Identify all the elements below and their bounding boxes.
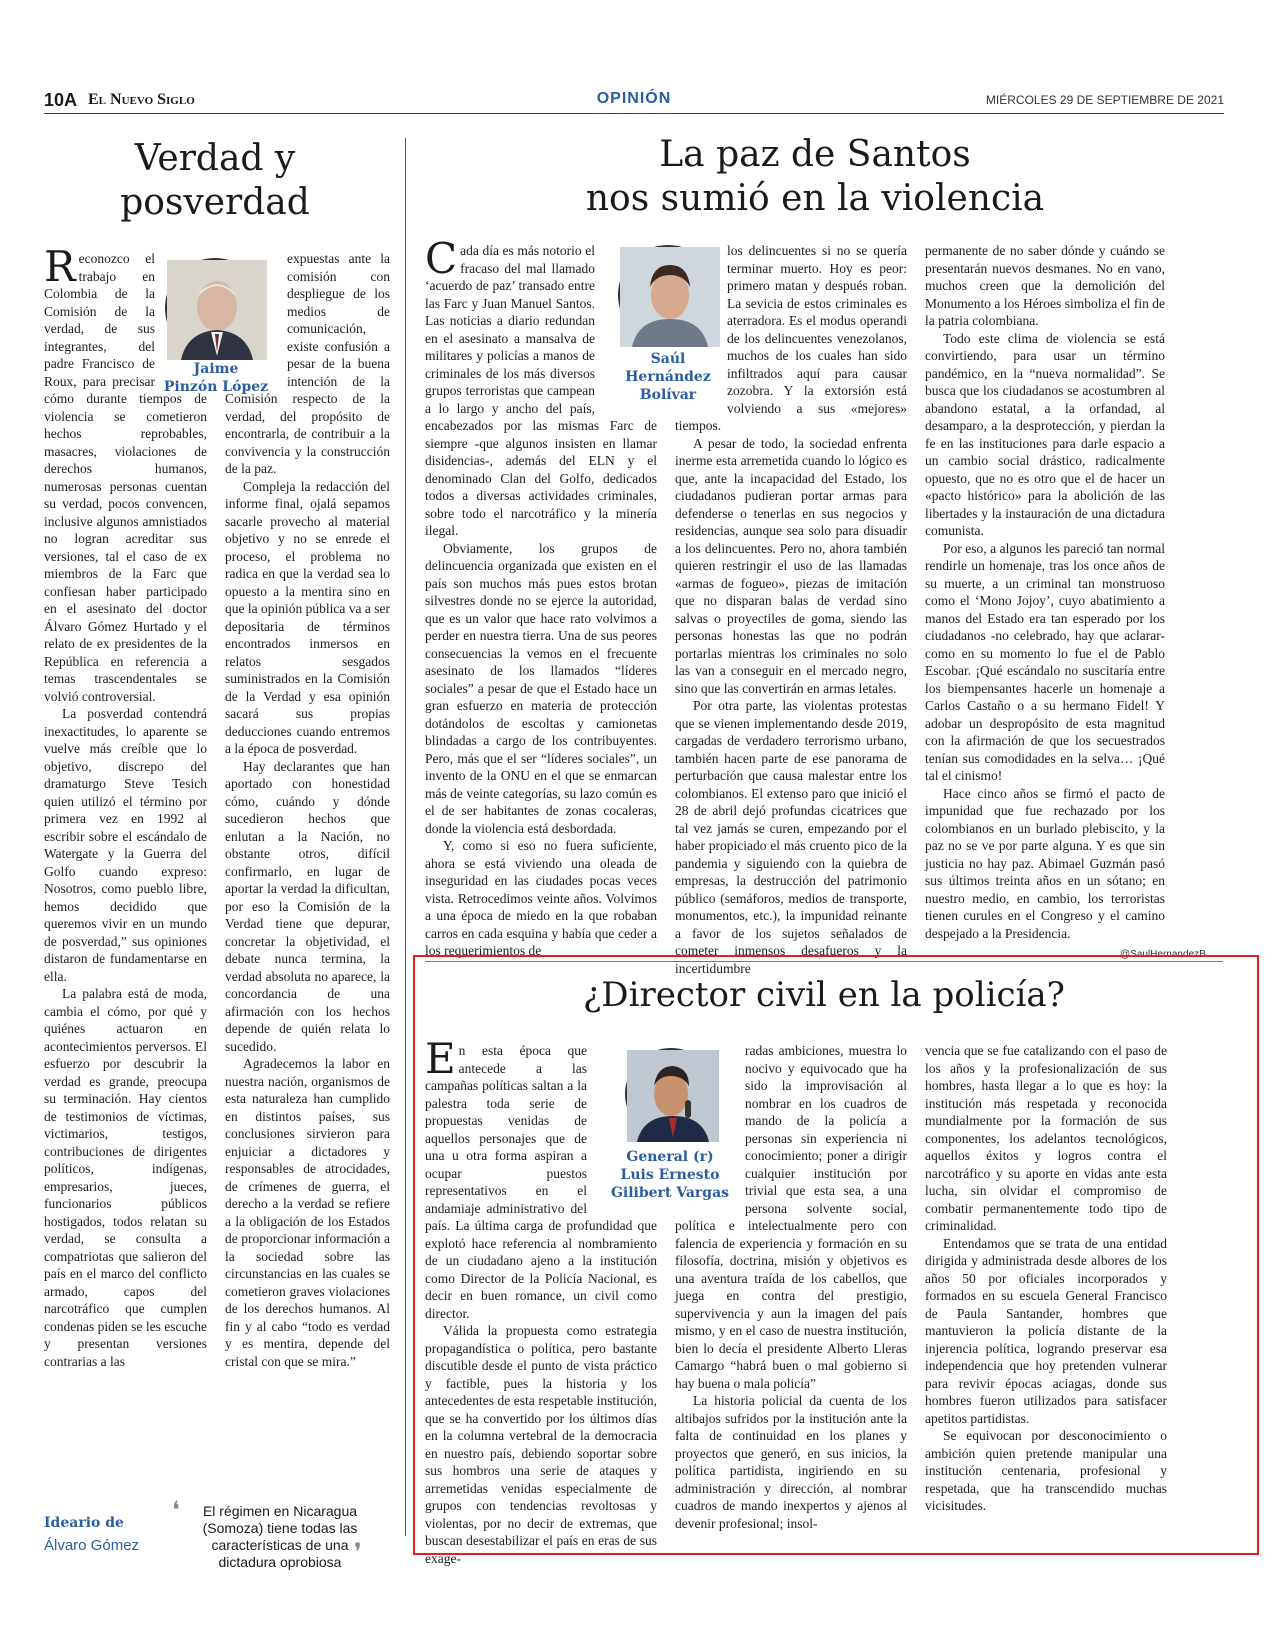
author-name-line: Gilibert Vargas: [610, 1185, 730, 1201]
article2-column-1: [425, 234, 657, 958]
article1-paragraph: La palabra está de moda, cambia el cómo, por qué y quiénes actuaron en acontecimientos perversos. El esfuerzo por descubrir la verdad es grande, preocupa su terminación. Hay cientos de testimonios de víctimas, victimarios, testigos, contribuciones de dirigentes políticos, indígenas, empresarios, jueces, funcionarios públicos hostigados, todos relatan su verdad, se consulta a compatriotas que salieron del país en el marco del conflicto armado, capos del narcotráfico que cumplen condenas piden se les escuche y presentan versiones contrarias a las: [44, 986, 207, 1369]
author-name-line: Hernández: [625, 369, 711, 385]
article1-paragraph: Hay declarantes que han aportado con honestidad cómo, cuándo y dónde sucedieron hechos que enlutan a la Nación, no obstante otros, difícil confirmarlo, en lugar de aportar la verdad la dificultan, por eso la Comisión de la Verdad tiene que depurar, concretar la objetividad, el debate nunca termina, la verdad absoluta no aparece, la concordancia de una afirmación con los hechos depende de quién relata lo sucedido.: [225, 758, 390, 1054]
article2-paragraph: Por otra parte, las violentas protestas que se vienen implementando desde 2019, cargadas de verdadero terrorismo urbano, también hacen parte de ese panorama de perturbación que causa malestar entre los colombianos. El extenso paro que inició el 28 de abril dejó profundas cicatrices que tal vez jamás se curen, empezando por el haber propiciado el más cruento pico de la pandemia y siguiendo con la quiebra de empresas, la destrucción del patrimonio público (semáforos, medios de transporte, monumentos, etc.), la impunidad reinante a favor de los sujetos señalados de cometer inmensos desafueros y la incertidumbre: [675, 698, 907, 976]
article3-paragraph: En esta época que antecede a las campañas políticas saltan a la palestra toda serie de propuestas venidas de aquellos personajes que de una u otra forma aspiran a ocupar puestos representativos en el andamiaje administrativo del país. La última carga de profundidad que explotó hace referencia al nombramiento de un ciudadano ajeno a la institución como Director de la Policía Nacional, es decir en buen romance, un civil como director.: [425, 1034, 657, 1321]
author-name-line: Pinzón López: [163, 379, 269, 395]
issue-date: MIÉRCOLES 29 DE SEPTIEMBRE DE 2021: [985, 93, 1224, 107]
author-name-line: Luis Ernesto: [620, 1167, 720, 1183]
article3-paragraph: La historia policial da cuenta de los altibajos sufridos por la institución ante la falta de continuidad en los planes y proyectos que generó, en sus inicios, la política partidista, ingiriendo en su administración y dirección, al nombrar cuadros de mando inexpertos y ajenos al devenir profesional; insol-: [675, 1393, 907, 1531]
article2-paragraph: Por eso, a algunos les pareció tan normal rendirle un homenaje, tras los once años de su muerte, a un criminal tan monstruoso como el ‘Mono Jojoy’, cuyo abatimiento a manos del Estado era tan esperado por los ciudadanos -no celebrado, hay que aclarar- como en su momento lo fue el de Pablo Escobar. ¡Qué escándalo no suscitaría entre los biempensantes hacerle un homenaje a Carlos Castaño o a su hermano Fidel! Y adobar un despropósito de esta magnitud con la afirmación de que los secuestrados tenían sus comodidades en la selva… ¡Qué tal el cinismo!: [925, 540, 1165, 783]
ideario-label: Ideario de: [44, 1515, 124, 1531]
article1-paragraph: Compleja la redacción del informe final, ojalá sepamos sacarle provecho al material objetivo y no se enrede el proceso, el problema no radica en que la verdad sea lo opuesto a la mentira sino en que la opinión pública va a ser depositaria de términos encontrados inmersos en relatos sesgados suministrados en la Comisión de la Verdad y esa opinión sacará sus propias deducciones cuando entremos a la época de posverdad.: [225, 478, 390, 756]
article3-paragraph: Válida la propuesta como estrategia propagandística o política, pero bastante discutible desde el punto de vista práctico y factible, pues la historia y los antecedentes de esta respetable institución, que se ha convertido por los últimos días en la columna vertebral de la democracia en nuestro país, debiendo soportar sobre sus hombros una serie de ataques y arremetidas venidas especialmente de grupos con tendencias revoltosas y violentas, por no decir de extremas, que buscan desestabilizar el país en eras de sus exage-: [425, 1323, 657, 1566]
article3-paragraph: Se equivocan por desconocimiento o ambición quien pretende manipular una institución centenaria, profesional y respetada, que ha transcendido muchas vicisitudes.: [925, 1428, 1167, 1513]
author-name-line: General (r): [626, 1149, 714, 1165]
article-title-verdad: Verdad y posverdad: [120, 138, 310, 223]
author-name-line: Saúl: [650, 351, 686, 367]
newspaper-name: El Nuevo Siglo: [88, 91, 195, 108]
article2-paragraph: Todo este clima de violencia se está convirtiendo, para usar un término pandémico, en la “nueva normalidad”. Se busca que los ciudadanos se acostumbren al abandono estatal, a la orfandad, al desamparo, a la desprotección, y pierdan la fe en las instituciones para darle espacio a un cambio social drástico, radicalmente opuesto, que no es otro que el de hacer un «pacto histórico» para la abolición de las libertades y la instauración de una dictadura comunista.: [925, 330, 1165, 538]
article-title-director-civil: ¿Director civil en la policía?: [583, 975, 1065, 1015]
article1-column-2-text: [225, 250, 390, 1402]
article-title-paz-santos: [470, 133, 1160, 221]
column-divider: [405, 138, 406, 1536]
article1-paragraph: Reconozco el trabajo en Colombia de la Comisión de la verdad, de sus integrantes, del padre Francisco de Roux, para precisar cómo durante tiempos de violencia se cometieron hechos reprobables, masacres, violaciones de derechos humanos, numerosas personas cuentan su verdad, pocos convencen, inclusive algunos amnistiados no logran acreditar sus versiones, tal el caso de ex miembros de la Farc que confiesan haber participado en el asesinato del doctor Álvaro Gómez Hurtado y el relato de ex presidentes de la República en referencia a temas trascendentales se volvió controversial.: [44, 242, 207, 704]
article2-paragraph: A pesar de todo, la sociedad enfrenta inerme esta arremetida cuando lo lógico es que, ante la incapacidad del Estado, los ciudadanos pudieran portar armas para defenderse o tenerlas en sus negocios y residencias, aunque sea solo para disuadir a los delincuentes. Pero no, ahora también quieren restringir el uso de las llamadas «armas de fogueo», piezas de imitación que no disparan balas de verdad sino salvas o proyectiles de goma, siendo las personas honestas las que no podrán portarlas mientras los criminales no solo las van a conseguir en el mercado negro, sino que las convertirán en armas letales.: [675, 435, 907, 696]
article3-column-2: [675, 1042, 907, 1534]
page-number: 10A: [44, 90, 78, 110]
ideario-quote: El régimen en Nicaragua (Somoza) tiene todas las características de una dictadura oprobiosa: [202, 1503, 358, 1570]
article3-paragraph: Entendamos que se trata de una entidad dirigida y administrada desde albores de los años 50 por oficiales incorporados y formados en su escuela General Francisco de Paula Santander, hombres que mantuvieron la policía distante de la injerencia política, logrando preservar esa independencia que hoy pretenden vulnerar para revivir épocas aciagas, donde sus hombres fueron utilizados para satisfacer apetitos partidistas.: [925, 1235, 1167, 1426]
title-line: nos sumió en la violencia: [585, 177, 1045, 219]
author-handle: @SaulHernandezB: [1120, 949, 1206, 960]
article3-paragraph: radas ambiciones, muestra lo nocivo y equivocado que ha sido la improvisación al nombrar en los cuadros de mando de la policía a personas sin experiencia ni conocimiento; poner a dirigir cualquier institución por trivial que esta sea, a una persona solvente social, política e intelectualmente pero con falencia de experiencia y formación en su filosofía, doctrina, misión y objetivos es una aventura traída de los cabellos, que juega en contra del prestigio, supervivencia y aun la imagen del país mismo, y en el caso de nuestra institución, bien lo decía el presidente Alberto Lleras Camargo “habrá buen o mal gobierno si hay buena o mala policía”: [675, 1043, 907, 1391]
close-quote-icon: ❜: [354, 1538, 362, 1566]
author-name-line: Jaime: [193, 361, 239, 377]
author-name-line: Bolívar: [639, 387, 697, 403]
article2-paragraph: Y, como si eso no fuera suficiente, ahora se está viviendo una oleada de inseguridad en las ciudades pocas veces vista. Retrocedimos veinte años. Volvimos a una época de miedo en la que robaban carros en cada esquina y había que ceder a los requerimientos de: [425, 838, 657, 958]
article1-paragraph: Agradecemos la labor en nuestra nación, organismos de esta naturaleza han cumplido en distintos países, sus conclusiones sirvieron para enjuiciar a dictadores y responsables de atrocidades, de crímenes de guerra, el derecho a la verdad se refiere a la obligación de los Estados de proporcionar información a la sociedad sobre las circunstancias en las cuales se cometieron graves violaciones de los derechos humanos. Al fin y al cabo “todo es verdad y es mentira, depende del cristal con que se mira.”: [225, 1056, 390, 1369]
article2-column-3: [925, 242, 1165, 947]
article2-paragraph: Cada día es más notorio el fracaso del mal llamado ‘acuerdo de paz’ transado entre las Farc y Juan Manuel Santos. Las noticias a diario redundan en el asesinato a mansalva de militares y policías a manos de criminales de los más diversos grupos terroristas que campean a lo largo y ancho del país, encabezados por las mismas Farc de siempre -que algunos insisten en llamar disidencias-, además del ELN y el denominado Clan del Golfo, dedicados todos a diversas actividades criminales, sobre todo el narcotráfico y la minería ilegal.: [425, 234, 657, 538]
title-line: La paz de Santos: [659, 134, 971, 175]
article3-paragraph: vencia que se fue catalizando con el paso de los años y la profesionalización de sus hombres, hasta llegar a lo que es hoy: la institución más respetada y reconocida mundialmente por la formación de sus componentes, los adelantos tecnológicos, aquellos éxitos y logros contra el narcotráfico y su aporte en vidas ante esta lucha, sin olvidar el compromiso de combatir permanentemente todo tipo de criminalidad.: [925, 1043, 1167, 1233]
article2-paragraph: Obviamente, los grupos de delincuencia organizada que existen en el país son muchos más pues estos brotan silvestres donde no se ejerce la autoridad, que es un valor que hace rato volvimos a perder en nuestra tierra. Una de sus peores consecuencias la vemos en el frecuente asesinato de los llamados “líderes sociales” a pesar de que el Estado hace un gran esfuerzo en materia de protección dotándolos de escoltas y camionetas blindadas a cargo de los contribuyentes. Pero, más que el ser “líderes sociales”, un invento de la ONU en el que se enmarcan más de veinte categorías, su lazo común es el de ser habitantes de zonas cocaleras, donde la violencia está desbordada.: [425, 540, 657, 836]
article2-paragraph: los delincuentes si no se quería terminar muerto. Hoy es peor: primero matan y después roban. La sevicia de estos criminales es aterradora. Es el modus operandi de los delincuentes venezolanos, muchos de los cuales han sido infiltrados aquí para causar zozobra. Y la extorsión está volviendo a sus «mejores» tiempos.: [675, 243, 907, 433]
article3-column-3: [925, 1042, 1167, 1534]
section-name: OPINIÓN: [596, 90, 672, 107]
open-quote-icon: ❛: [172, 1496, 180, 1524]
article1-paragraph: La posverdad contendrá inexactitudes, lo aparente se vuelve más creíble que lo objetivo, discrepo del dramaturgo Steve Tesich quien utilizó el término por primera vez en 1992 al escribir sobre el escándalo de Watergate y la Guerra del Golfo cuando expreso: Nosotros, como pueblo libre, hemos decidido que queremos vivir en un mundo de posverdad,” sus opiniones distaron de fundamentarse en ella.: [44, 706, 207, 984]
article1-paragraph: expuestas ante la comisión con despliegue de los medios de comunicación, existe confusión a pesar de la buena intención de la Comisión respecto de la verdad, del propósito de encontrarla, de contribuir a la convivencia y la construcción de la paz.: [225, 251, 390, 476]
page-header: [44, 90, 1224, 114]
article3-column-1: [425, 1034, 657, 1566]
article2-paragraph: permanente de no saber dónde y cuándo se presentarán nuevos desmanes. No en vano, muchos creen que la demolición del Monumento a los Héroes simboliza el fin de la patria colombiana.: [925, 243, 1165, 328]
article2-column-2: [675, 242, 907, 976]
ideario-author: Álvaro Gómez: [44, 1537, 140, 1554]
article2-paragraph: Hace cinco años se firmó el pacto de impunidad que fue rechazado por los colombianos en un burlado plebiscito, y la paz no se ve por parte alguna. Y es que sin justicia no hay paz. Abimael Guzmán pasó sus últimos treinta años en un sótano; en nuestro medio, en cambio, los terroristas tienen curules en el Congreso y el camino despejado a la Presidencia.: [925, 785, 1165, 941]
article1-column-1-text: [44, 242, 207, 1402]
